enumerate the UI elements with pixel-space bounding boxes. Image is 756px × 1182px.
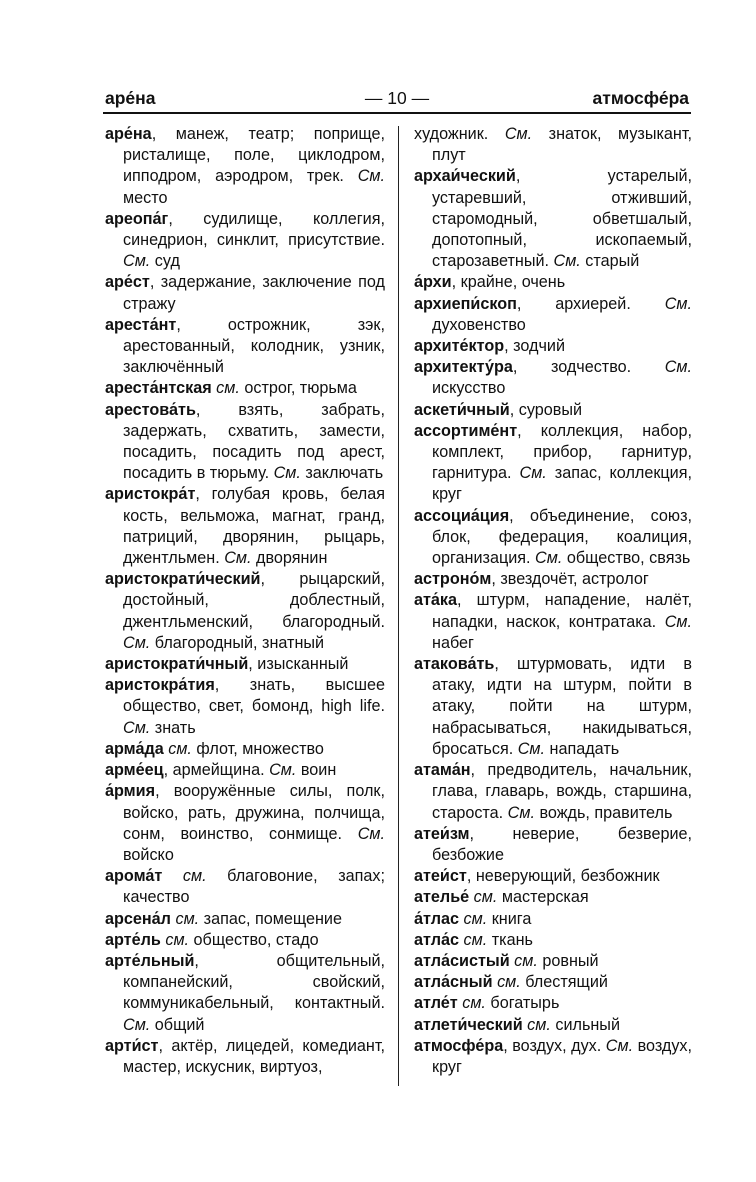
cross-reference-marker: См. bbox=[517, 739, 546, 758]
cross-reference-marker: см. bbox=[462, 994, 486, 1013]
entry-synonyms: , крайне, очень bbox=[451, 273, 566, 292]
cross-reference-marker: См. bbox=[123, 1015, 151, 1034]
entry-headword: арте́ль bbox=[105, 930, 161, 949]
entry-headword: арте́льный bbox=[105, 951, 195, 970]
entry-synonyms: , штурмовать, идти в атаку, идти на штурм, пойти в атаку, пойти на штурм, набрасываться, накидываться, бросаться. bbox=[432, 655, 692, 758]
cross-reference-target: место bbox=[123, 188, 168, 207]
dictionary-entry bbox=[414, 760, 692, 824]
page-header bbox=[103, 84, 691, 114]
dictionary-entry bbox=[105, 909, 385, 930]
cross-reference-target: нападать bbox=[545, 739, 620, 758]
cross-reference-target: войско bbox=[123, 845, 174, 864]
entry-headword: атеи́зм bbox=[414, 824, 470, 843]
entry-headword: а́рмия bbox=[105, 782, 156, 801]
dictionary-entry bbox=[414, 951, 692, 972]
entry-synonyms: , зодчий bbox=[504, 337, 566, 356]
entry-synonyms: , армейщина. bbox=[163, 761, 270, 780]
entry-headword: аре́на bbox=[105, 125, 152, 143]
dictionary-entry bbox=[105, 378, 385, 399]
left-column bbox=[105, 124, 385, 1078]
entry-headword: арестова́ть bbox=[105, 400, 196, 419]
cross-reference-target: книга bbox=[487, 909, 532, 928]
entry-headword: ареста́нт bbox=[105, 315, 177, 334]
cross-reference-marker: см. bbox=[463, 909, 488, 928]
entry-headword: атлети́ческий bbox=[414, 1015, 523, 1034]
cross-reference-marker: См. bbox=[504, 125, 533, 143]
entry-headword: атла́сный bbox=[414, 973, 493, 992]
cross-reference-target: набег bbox=[432, 633, 474, 652]
entry-headword: аскети́чный bbox=[414, 400, 510, 419]
dictionary-entry bbox=[105, 654, 385, 675]
dictionary-entry bbox=[105, 675, 385, 739]
entry-synonyms: , взять, забрать, задержать, схватить, замести, посадить, посадить под арест, посадить в тюрьму. bbox=[123, 400, 385, 483]
cross-reference-target: воздух, круг bbox=[432, 1036, 693, 1076]
entry-synonyms: , рыцарский, достойный, доблестный, джентльменский, благородный. bbox=[123, 570, 385, 631]
cross-reference-target: общий bbox=[150, 1015, 205, 1034]
entry-synonyms: , зодчество. bbox=[512, 358, 665, 377]
entry-headword: арти́ст bbox=[105, 1036, 159, 1055]
cross-reference-target: запас, помещение bbox=[199, 909, 342, 928]
entry-headword: ареопа́г bbox=[105, 209, 169, 228]
dictionary-entry bbox=[105, 951, 385, 1036]
cross-reference-marker: см. bbox=[175, 909, 200, 928]
cross-reference-marker: см. bbox=[168, 739, 192, 758]
cross-reference-target: мастерская bbox=[497, 888, 589, 907]
entry-synonyms: , суровый bbox=[509, 400, 583, 419]
entry-synonyms: , изысканный bbox=[248, 655, 349, 674]
dictionary-entry bbox=[414, 590, 692, 654]
entry-headword: архиепи́скоп bbox=[414, 294, 517, 313]
dictionary-entry bbox=[414, 866, 692, 887]
cross-reference-target: богатырь bbox=[485, 994, 560, 1013]
entry-headword: архитекту́ра bbox=[414, 358, 513, 377]
entry-headword: аристократи́чный bbox=[105, 655, 249, 674]
dictionary-entry bbox=[105, 781, 385, 866]
dictionary-entry bbox=[414, 1036, 692, 1078]
entry-headword: атла́с bbox=[414, 930, 460, 949]
cross-reference-marker: См. bbox=[605, 1036, 634, 1055]
entry-synonyms: , знать, высшее общество, свет, бомонд, high life. bbox=[123, 676, 385, 716]
entry-synonyms bbox=[162, 867, 183, 885]
entry-headword: атла́систый bbox=[414, 951, 510, 970]
entry-headword: ассоциа́ция bbox=[414, 506, 510, 525]
entry-synonyms: , общительный, компанейский, свойский, коммуникабельный, контактный. bbox=[123, 951, 385, 1013]
entry-headword: архите́ктор bbox=[414, 337, 505, 356]
entry-headword: аре́ст bbox=[105, 273, 150, 292]
entry-synonyms: , звездочёт, астролог bbox=[491, 570, 649, 589]
entry-headword: ата́ка bbox=[414, 591, 458, 610]
dictionary-entry bbox=[414, 824, 692, 866]
cross-reference-target: общество, связь bbox=[562, 549, 691, 568]
entry-synonyms: , архиерей. bbox=[516, 294, 665, 313]
dictionary-entry bbox=[414, 930, 692, 951]
dictionary-entry bbox=[414, 972, 692, 993]
dictionary-entry bbox=[105, 124, 385, 209]
dictionary-entry bbox=[105, 866, 385, 908]
cross-reference-target: флот, множество bbox=[191, 739, 324, 758]
cross-reference-target: общество, стадо bbox=[189, 930, 319, 949]
entry-headword: а́тлас bbox=[414, 909, 460, 928]
cross-reference-target: острог, тюрьма bbox=[239, 379, 357, 398]
dictionary-entry bbox=[414, 569, 692, 590]
cross-reference-target: знаток, музыкант, плут bbox=[432, 125, 692, 165]
cross-reference-target: ткань bbox=[487, 930, 533, 949]
dictionary-entry bbox=[105, 209, 385, 273]
dictionary-entry bbox=[105, 760, 385, 781]
entry-synonyms: , судилище, коллегия, синедрион, синклит, присутствие. bbox=[123, 209, 385, 250]
entry-headword: астроно́м bbox=[414, 570, 492, 589]
entry-synonyms: , штурм, нападение, налёт, нападки, наскок, контратака. bbox=[432, 591, 692, 631]
entry-synonyms: , предводитель, начальник, глава, главарь, вождь, старшина, староста. bbox=[432, 761, 692, 822]
cross-reference-target: искусство bbox=[432, 379, 506, 398]
cross-reference-marker: см. bbox=[182, 867, 207, 886]
entry-synonyms: , голубая кровь, белая кость, вельможа, магнат, гранд, патриций, дворянин, рыцарь, джентльмен. bbox=[123, 485, 385, 568]
cross-reference-marker: см. bbox=[463, 930, 488, 949]
entry-synonyms: , вооружённые силы, полк, войско, рать, дружина, полчища, сонм, воинство, сонмище. bbox=[123, 782, 385, 843]
entry-synonyms: , объединение, союз, блок, федерация, коалиция, организация. bbox=[432, 506, 692, 568]
entry-headword: аристокра́т bbox=[105, 485, 196, 504]
entry-synonyms: , неверующий, безбожник bbox=[466, 867, 660, 886]
cross-reference-marker: см. bbox=[514, 951, 538, 970]
cross-reference-marker: см. bbox=[216, 379, 240, 398]
entry-headword: арма́да bbox=[105, 739, 164, 758]
dictionary-entry bbox=[105, 739, 385, 760]
cross-reference-marker: см. bbox=[473, 888, 498, 907]
cross-reference-marker: см. bbox=[527, 1015, 551, 1034]
entry-headword: ассортиме́нт bbox=[414, 421, 518, 440]
entry-headword: а́рхи bbox=[414, 273, 452, 292]
cross-reference-marker: см. bbox=[497, 973, 521, 992]
cross-reference-target: сильный bbox=[550, 1015, 620, 1034]
cross-reference-marker: См. bbox=[507, 803, 535, 822]
entry-headword: арома́т bbox=[105, 867, 163, 886]
entry-synonyms: , коллекция, набор, комплект, прибор, гарнитур, гарнитура. bbox=[432, 421, 692, 483]
cross-reference-marker: См. bbox=[273, 464, 301, 483]
entry-headword: аристократи́ческий bbox=[105, 570, 261, 589]
dictionary-entry bbox=[105, 930, 385, 951]
dictionary-entry bbox=[414, 654, 692, 760]
dictionary-entry bbox=[414, 909, 692, 930]
dictionary-entry bbox=[105, 315, 385, 379]
entry-headword: арсена́л bbox=[105, 909, 171, 928]
dictionary-entry bbox=[105, 484, 385, 569]
entry-headword: атмосфе́ра bbox=[414, 1036, 504, 1055]
dictionary-entry bbox=[414, 336, 692, 357]
cross-reference-target: духовенство bbox=[432, 315, 526, 334]
entry-headword: атеи́ст bbox=[414, 867, 467, 886]
cross-reference-marker: См. bbox=[123, 718, 151, 737]
entry-synonyms: , устарелый, устаревший, отживший, старомодный, обветшалый, допотопный, ископаемый, старозаветный. bbox=[432, 167, 692, 271]
cross-reference-marker: см. bbox=[165, 930, 190, 949]
cross-reference-target: заключать bbox=[300, 464, 384, 483]
cross-reference-target: вождь, правитель bbox=[534, 803, 673, 822]
dictionary-entry bbox=[414, 993, 692, 1014]
cross-reference-target: благовоние, запах; качество bbox=[123, 867, 386, 907]
entry-headword: атле́т bbox=[414, 994, 458, 1013]
entry-headword: аристокра́тия bbox=[105, 676, 215, 695]
cross-reference-marker: См. bbox=[357, 824, 385, 843]
dictionary-entry bbox=[414, 272, 692, 293]
entry-headword: арме́ец bbox=[105, 761, 164, 780]
dictionary-entry bbox=[414, 124, 692, 166]
entry-synonyms: , задержание, заключение под стражу bbox=[123, 273, 385, 313]
cross-reference-target: запас, коллекция, круг bbox=[432, 464, 692, 504]
cross-reference-target: ровный bbox=[537, 951, 599, 970]
cross-reference-target: суд bbox=[150, 252, 180, 271]
entry-headword: архаи́ческий bbox=[414, 167, 516, 186]
dictionary-entry bbox=[105, 569, 385, 654]
entry-synonyms: , манеж, театр; поприще, ристалище, поле, циклодром, ипподром, аэродром, трек. bbox=[123, 125, 385, 186]
cross-reference-target: дворянин bbox=[251, 549, 328, 568]
cross-reference-target: старый bbox=[580, 252, 640, 271]
entry-headword: атама́н bbox=[414, 761, 471, 780]
page-number: — 10 — bbox=[364, 88, 430, 108]
dictionary-entry bbox=[414, 421, 692, 506]
dictionary-entry bbox=[414, 400, 692, 421]
cross-reference-target: воин bbox=[296, 761, 337, 780]
dictionary-entry bbox=[414, 1015, 692, 1036]
cross-reference-marker: См. bbox=[123, 252, 151, 271]
cross-reference-marker: См. bbox=[535, 549, 563, 568]
header-first-entry: аре́на bbox=[105, 88, 156, 108]
cross-reference-marker: См. bbox=[664, 358, 692, 377]
column-divider bbox=[398, 126, 399, 1086]
entry-headword: ателье́ bbox=[414, 888, 470, 907]
cross-reference-target: знать bbox=[150, 718, 196, 737]
dictionary-entry bbox=[414, 166, 692, 272]
cross-reference-marker: См. bbox=[123, 633, 151, 652]
cross-reference-marker: См. bbox=[664, 294, 692, 313]
entry-synonyms: , острожник, зэк, арестованный, колодник, узник, заключённый bbox=[123, 315, 385, 377]
entry-synonyms: художник. bbox=[414, 125, 505, 143]
entry-synonyms: , воздух, дух. bbox=[503, 1036, 606, 1055]
header-last-entry: атмосфе́ра bbox=[592, 88, 689, 108]
dictionary-entry bbox=[414, 294, 692, 336]
cross-reference-marker: См. bbox=[664, 612, 692, 631]
right-column bbox=[414, 124, 692, 1078]
cross-reference-target: благородный, знатный bbox=[150, 633, 325, 652]
entry-synonyms: , неверие, безверие, безбожие bbox=[432, 824, 692, 864]
cross-reference-target: блестящий bbox=[520, 973, 608, 992]
dictionary-entry bbox=[105, 1036, 385, 1078]
cross-reference-marker: См. bbox=[519, 464, 547, 483]
cross-reference-marker: См. bbox=[357, 167, 385, 186]
cross-reference-marker: См. bbox=[553, 252, 581, 271]
entry-headword: атакова́ть bbox=[414, 655, 495, 674]
dictionary-entry bbox=[414, 506, 692, 570]
dictionary-entry bbox=[105, 272, 385, 314]
cross-reference-marker: См. bbox=[269, 761, 297, 780]
cross-reference-marker: См. bbox=[224, 549, 252, 568]
entry-synonyms: , актёр, лицедей, комедиант, мастер, искусник, виртуоз, bbox=[123, 1036, 385, 1076]
entry-headword: ареста́нтская bbox=[105, 379, 212, 398]
dictionary-entry bbox=[414, 357, 692, 399]
dictionary-entry bbox=[414, 887, 692, 908]
dictionary-entry bbox=[105, 400, 385, 485]
